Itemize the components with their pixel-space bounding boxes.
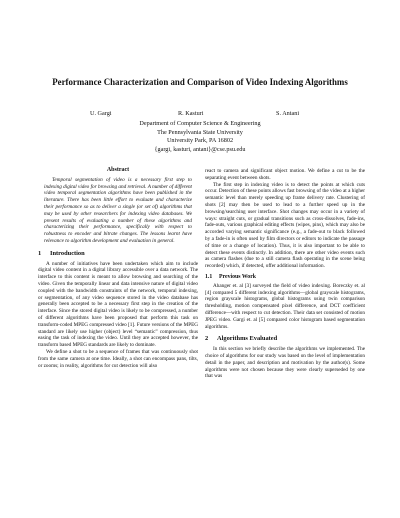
right-paragraph-2: The first step in indexing video is to detect the points at which cuts occur. Detection of these points allows fast browsing of the video at a higher semantic level than merely speeding up frame delivery rate. Clustering of shots [2] may then be used to lead to a further speed up in the browsing/searching user interface. Shot changes may occur in a variety of ways: straight cuts, or gradual transitions such as cross-dissolves, fade-ins, fade-outs, various graphical editing effects (wipes, pins), which may also be accorded varying semantic significance (e.g., a fade-out to black followed by a fade-in is often used by film directors or editors to indicate the passage of time or a change of location). Thus, it is also important to be able to detect these events distinctly. In addition, there are other video events such as camera flashes (due to a still camera flash operating in the scene being recorded) which, if detected, offer additional information. — [205, 181, 365, 270]
section-2-text: In this section we briefly describe the algorithms we implemented. The choice of algorithms for our study was based on the level of implementation detail in the paper, and description and motivation by the author(s). Some algorithms were not chosen because they were clearly superseded by one that was — [205, 346, 365, 380]
section-2-title: Algorithms Evaluated — [217, 335, 278, 343]
affiliation-address: University Park, PA 16802 — [166, 137, 234, 144]
section-1-paragraph-2: We define a shot to be a sequence of frames that was continuously shot from the same camera at one time. Ideally, a shot can encompass pans, tilts, or zooms; in reality, algorithms for cut detection will also — [38, 348, 198, 369]
right-paragraph-1: react to camera and significant object motion. We define a cut to be the separating event between shots. — [205, 168, 365, 181]
abstract-text: Temporal segmentation of video is a necessary first step to indexing digital video for browsing and retrieval. A number of different video temporal segmentation algorithms have been published in the literature. There has been little effort to evaluate and characterize their performance so as to deliver a single (or set of) algorithms that may be used by other researchers for indexing video databases. We present results of evaluating a number of these algorithms and characterizing their performance, specifically with respect to robustness to encoder and bitrate changes. The lessons learnt have relevance to algorithm development and evaluation in general. — [44, 176, 192, 244]
subsection-1-1-title: Previous Work — [219, 273, 256, 280]
section-1-title: Introduction — [50, 249, 85, 257]
paper-title: Performance Characterization and Comparison of Video Indexing Algorithms — [52, 77, 348, 87]
subsection-1-1-heading — [205, 274, 365, 281]
affiliation-department: Department of Computer Science & Engineering — [139, 120, 261, 127]
abstract-heading: Abstract — [106, 167, 130, 173]
author-3: S. Antani — [276, 110, 300, 117]
author-2: R. Kasturi — [178, 110, 204, 117]
section-1-paragraph-1: A number of initiatives have been undertaken which aim to include digital video content in a digital library accessible over a data network. The interface to this content is meant to allow browsing and searching of the video. Given the temporally linear and data intensive nature of digital video coupled with the bandwidth constraints of the network, temporal indexing, or segmentation, of any video sequence stored in the video database has generally been accepted to be a necessary first step in the creation of the interface. Since the stored digital video is likely to be compressed, a number of different algorithms have been proposed that perform this task on transform-coded MPEG compressed video [1]. Future versions of the MPEG standard are likely use higher (object) level “semantic” compression, thus easing the task of indexing the video. Until they are accepted however, the transform based MPEG standards are likely to dominate. — [38, 260, 198, 349]
section-2-number: 2 — [205, 335, 209, 343]
section-1-number: 1 — [38, 249, 42, 257]
subsection-1-1-text: Ahanger et. al [3] surveyed the field of video indexing. Boreczky et. al [4] compared 5 different indexing algorithms—global grayscale histograms, region grayscale histograms, global histograms using twin comparison thresholding, motion compensated pixel difference, and DCT coefficient difference—with respect to cut detection. Their data set consisted of motion JPEG video. Gargi et. al [5] compared color histogram based segmentation algorithms. — [205, 282, 365, 330]
section-2-heading — [205, 336, 365, 343]
affiliation-university: The Pennsylvania State University — [157, 128, 243, 136]
left-column — [38, 167, 198, 369]
section-1-heading — [38, 251, 198, 258]
affiliation-block — [80, 120, 320, 154]
subsection-1-1-number: 1.1 — [205, 273, 213, 280]
affiliation-email: {gargi, kasturi, antani}@cse.psu.edu — [154, 145, 246, 153]
author-1: U. Gargi — [90, 110, 112, 117]
right-column — [205, 168, 365, 380]
